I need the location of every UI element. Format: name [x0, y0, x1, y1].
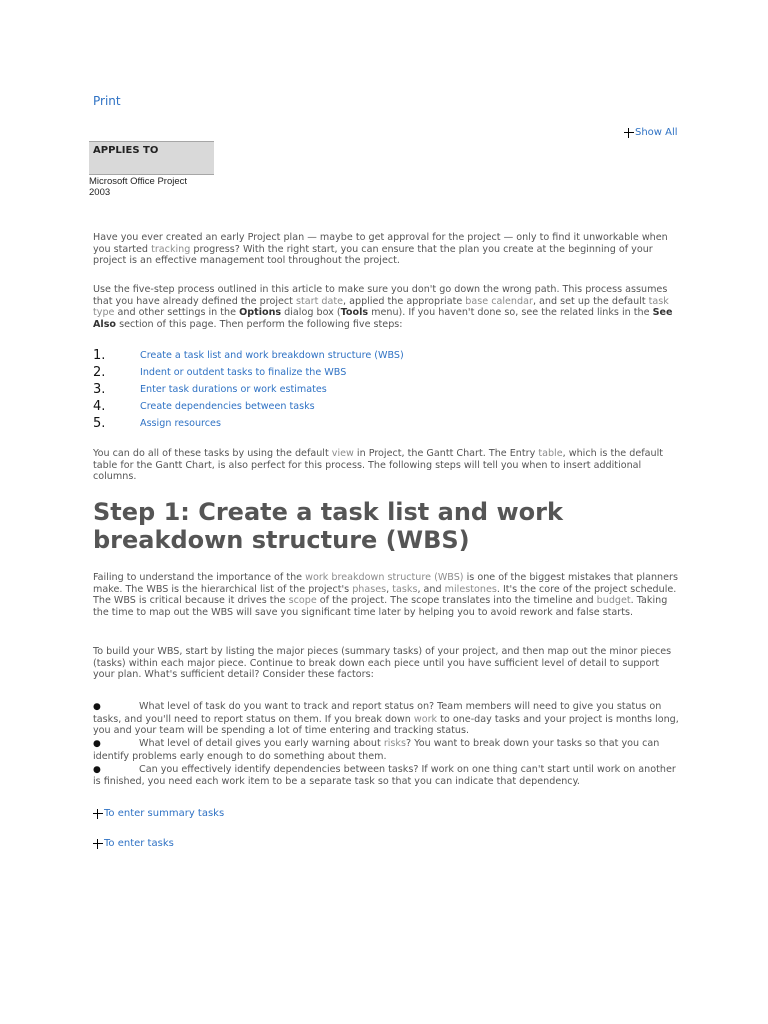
text: section of this page. Then perform the following five steps:: [116, 318, 403, 330]
bullet-icon: ●: [93, 702, 101, 712]
step-link[interactable]: Indent or outdent tasks to finalize the WBS: [140, 367, 347, 378]
factor-item: [93, 764, 683, 788]
text: ? You want to break down your tasks so that you can identify problems early enough to do something about them.: [93, 738, 660, 762]
step1-heading: Step 1: Create a task list and work breakdown structure (WBS): [93, 498, 563, 554]
text: and other settings in the: [114, 307, 240, 318]
step-item: [93, 381, 404, 398]
text: in Project, the Gantt Chart. The Entry: [353, 448, 539, 459]
step-link[interactable]: Enter task durations or work estimates: [140, 384, 327, 395]
plus-icon: [93, 839, 103, 849]
step-item: [93, 415, 404, 432]
glossary-term-tracking[interactable]: tracking: [151, 243, 191, 255]
tools-bold: Tools: [340, 307, 369, 318]
plus-icon: [93, 809, 103, 819]
glossary-term-start-date[interactable]: start date: [295, 295, 344, 307]
plus-icon: [624, 128, 634, 138]
step-number: 2.: [93, 365, 106, 380]
text: to one-day tasks and your project is months long, you and your team will be spending a lot of time entering and tracking status.: [93, 713, 679, 736]
text: menu). If you haven't done so, see the related links in the: [368, 307, 653, 318]
step-link[interactable]: Assign resources: [140, 418, 221, 429]
text: is one of the biggest mistakes that planners make. The WBS is the hierarchical list of the project's: [93, 572, 678, 595]
glossary-term-phases[interactable]: phases: [352, 583, 387, 595]
see-also-bold: See Also: [93, 307, 673, 330]
text: , and set up the default: [532, 295, 649, 307]
glossary-term-risks[interactable]: risks: [383, 738, 406, 749]
text: . Taking the time to map out the WBS will save you significant time later by helping you to avoid rework and false starts.: [93, 595, 668, 618]
glossary-term-milestones[interactable]: milestones: [444, 583, 497, 595]
text: , applied the appropriate: [343, 295, 466, 307]
show-all-label: Show All: [635, 127, 678, 138]
text: progress? With the right start, you can ensure that the plan you create at the beginning of your project is an effective management tool throughout the project.: [93, 243, 653, 266]
expand-summary-tasks[interactable]: [93, 808, 224, 819]
text: Failing to understand the importance of the: [93, 572, 306, 583]
text: Use the five-step process outlined in this article to make sure you don't go down the wrong path. This process assumes that you have already defined the project: [93, 284, 668, 307]
glossary-term-work[interactable]: work: [413, 713, 438, 725]
product-name: Microsoft Office Project: [89, 176, 188, 187]
bullet-icon: ●: [93, 739, 101, 749]
expand-label: To enter summary tasks: [104, 808, 225, 819]
expand-tasks[interactable]: [93, 838, 174, 849]
step-number: 3.: [93, 382, 106, 397]
build-wbs-paragraph: To build your WBS, start by listing the major pieces (summary tasks) of your project, and then map out the minor pieces (tasks) within each major piece. Continue to break down each piece until you have sufficient level of detail to support your plan. What's sufficient detail? Consider these factors:: [93, 646, 672, 680]
print-link[interactable]: Print: [93, 94, 121, 108]
expand-label: To enter tasks: [104, 838, 174, 849]
glossary-term-base-calendar[interactable]: base calendar: [465, 295, 533, 307]
step-link[interactable]: Create a task list and work breakdown structure (WBS): [140, 350, 404, 361]
glossary-term-scope[interactable]: scope: [288, 595, 317, 606]
show-all-link[interactable]: [624, 127, 678, 138]
options-bold: Options: [239, 307, 282, 318]
text: You can do all of these tasks by using the default: [93, 448, 332, 459]
applies-to-header: APPLIES TO: [89, 141, 214, 175]
gantt-paragraph: [93, 448, 683, 483]
factor-item: [93, 738, 683, 762]
intro-paragraph-2: [93, 284, 683, 330]
text: . It's the core of the project schedule. The WBS is critical because it drives the: [93, 583, 677, 606]
product-version: 2003: [89, 187, 111, 198]
glossary-term-wbs[interactable]: work breakdown structure (WBS): [305, 572, 464, 583]
text: Can you effectively identify dependencies between tasks? If work on one thing can't start until work on another is finished, you need each work item to be a separate task so that you can indicate that dependency.: [93, 763, 676, 787]
wbs-paragraph: [93, 572, 683, 618]
bullet-icon: ●: [93, 764, 101, 775]
step-item: [93, 398, 404, 415]
glossary-term-budget[interactable]: budget: [596, 595, 631, 606]
glossary-term-tasks[interactable]: tasks: [392, 583, 418, 595]
text: Have you ever created an early Project plan — maybe to get approval for the project — only to find it unworkable when you started: [93, 232, 668, 255]
step-link[interactable]: Create dependencies between tasks: [140, 401, 315, 412]
text: ,: [386, 583, 393, 595]
text: , which is the default table for the Gantt Chart, is also perfect for this process. The following steps will tell you when to insert additional columns.: [93, 448, 664, 482]
glossary-term-table[interactable]: table: [538, 448, 563, 459]
step-number: 5.: [93, 416, 106, 431]
step-number: 4.: [93, 399, 106, 414]
factors-list: [93, 701, 683, 789]
intro-paragraph-1: [93, 232, 683, 267]
text: What level of detail gives you early warning about: [139, 738, 384, 749]
text: , and: [417, 583, 445, 595]
step-item: [93, 364, 404, 381]
step-number: 1.: [93, 348, 106, 363]
step-item: [93, 347, 404, 364]
text: What level of task do you want to track and report status on? Team members will need to give you status on tasks, and you'll need to report status on them. If you break down: [93, 701, 662, 725]
factor-item: [93, 701, 683, 737]
steps-list: [93, 347, 404, 432]
text: dialog box (: [281, 307, 341, 318]
applies-to-product: [89, 176, 214, 198]
glossary-term-task-type[interactable]: task type: [93, 295, 669, 318]
glossary-term-view[interactable]: view: [331, 448, 354, 459]
text: of the project. The scope translates into the timeline and: [316, 595, 597, 606]
